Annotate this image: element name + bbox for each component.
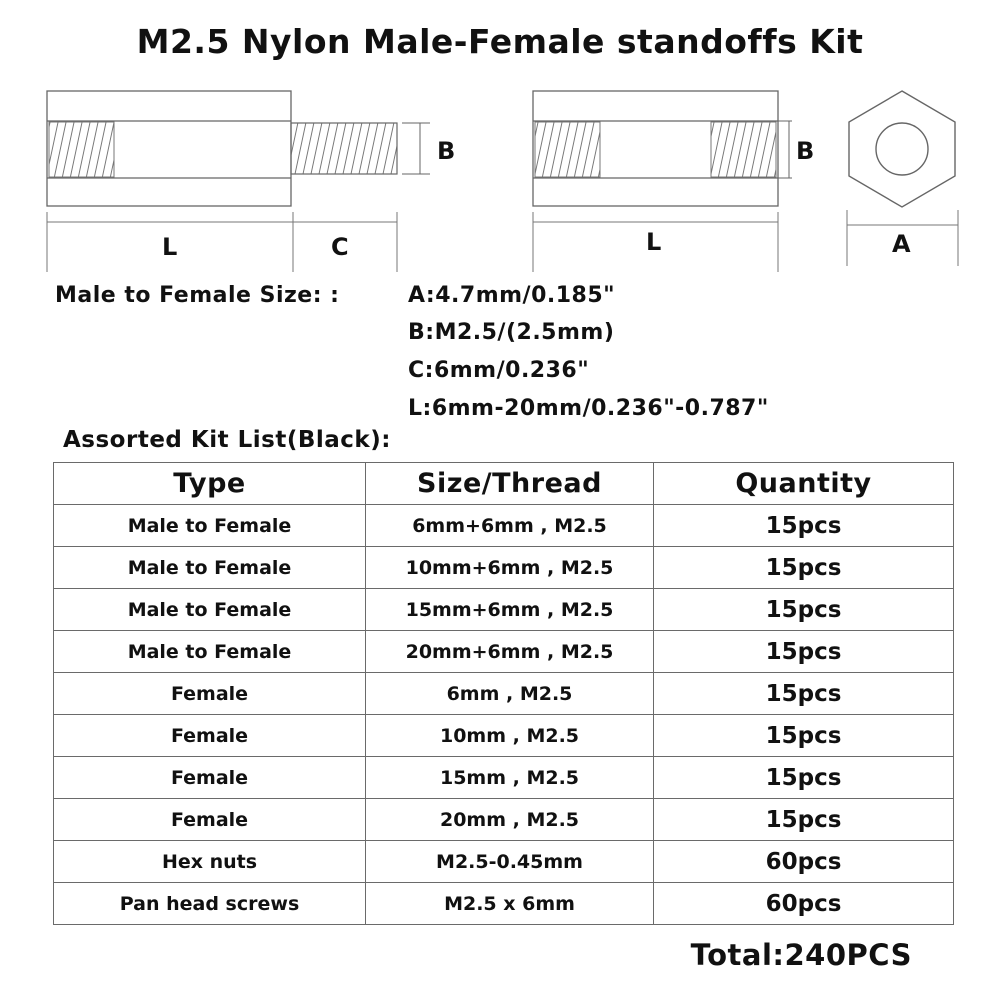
size-cell: 10mm , M2.5	[366, 715, 654, 757]
type-cell: Male to Female	[54, 547, 366, 589]
column-header-quantity: Quantity	[654, 463, 954, 505]
dimension-l-label: L	[162, 233, 178, 261]
size-cell: 15mm+6mm , M2.5	[366, 589, 654, 631]
type-cell: Male to Female	[54, 589, 366, 631]
page-title: M2.5 Nylon Male-Female standoffs Kit	[136, 22, 864, 61]
quantity-cell: 60pcs	[654, 883, 954, 925]
table-row	[54, 673, 954, 715]
kit-table	[53, 462, 954, 925]
type-cell: Female	[54, 715, 366, 757]
table-row	[54, 841, 954, 883]
type-cell: Pan head screws	[54, 883, 366, 925]
quantity-cell: 60pcs	[654, 841, 954, 883]
quantity-cell: 15pcs	[654, 757, 954, 799]
size-cell: 20mm , M2.5	[366, 799, 654, 841]
dimension-b-label-female: B	[796, 137, 815, 165]
dimension-b-label: B	[437, 137, 456, 165]
quantity-cell: 15pcs	[654, 547, 954, 589]
quantity-cell: 15pcs	[654, 799, 954, 841]
table-row	[54, 547, 954, 589]
size-spec-heading: Male to Female Size: :	[55, 283, 340, 308]
size-cell: 20mm+6mm , M2.5	[366, 631, 654, 673]
standoff-diagram	[0, 0, 1000, 290]
type-cell: Hex nuts	[54, 841, 366, 883]
size-cell: 10mm+6mm , M2.5	[366, 547, 654, 589]
kit-list-heading: Assorted Kit List(Black):	[63, 427, 391, 453]
size-spec-line: C:6mm/0.236"	[408, 358, 590, 383]
male-female-standoff-drawing	[47, 91, 430, 272]
size-spec-line: B:M2.5/(2.5mm)	[408, 320, 615, 345]
size-cell: M2.5 x 6mm	[366, 883, 654, 925]
size-spec-line: A:4.7mm/0.185"	[408, 283, 616, 308]
quantity-cell: 15pcs	[654, 505, 954, 547]
size-cell: 15mm , M2.5	[366, 757, 654, 799]
table-row	[54, 715, 954, 757]
table-row	[54, 799, 954, 841]
column-header-type: Type	[54, 463, 366, 505]
dimension-c-label: C	[331, 233, 349, 261]
size-cell: 6mm , M2.5	[366, 673, 654, 715]
quantity-cell: 15pcs	[654, 673, 954, 715]
table-row	[54, 589, 954, 631]
table-row	[54, 757, 954, 799]
table-header-row	[54, 463, 954, 505]
dimension-l-label-female: L	[646, 228, 662, 256]
size-cell: M2.5-0.45mm	[366, 841, 654, 883]
table-row	[54, 631, 954, 673]
type-cell: Female	[54, 673, 366, 715]
type-cell: Male to Female	[54, 505, 366, 547]
size-spec-line: L:6mm-20mm/0.236"-0.787"	[408, 396, 769, 421]
quantity-cell: 15pcs	[654, 589, 954, 631]
dimension-a-label: A	[892, 230, 911, 258]
size-cell: 6mm+6mm , M2.5	[366, 505, 654, 547]
table-row	[54, 883, 954, 925]
column-header-size: Size/Thread	[366, 463, 654, 505]
total-count: Total:240PCS	[690, 938, 912, 972]
quantity-cell: 15pcs	[654, 631, 954, 673]
table-row	[54, 505, 954, 547]
type-cell: Female	[54, 757, 366, 799]
female-standoff-drawing	[533, 91, 792, 272]
type-cell: Male to Female	[54, 631, 366, 673]
type-cell: Female	[54, 799, 366, 841]
quantity-cell: 15pcs	[654, 715, 954, 757]
